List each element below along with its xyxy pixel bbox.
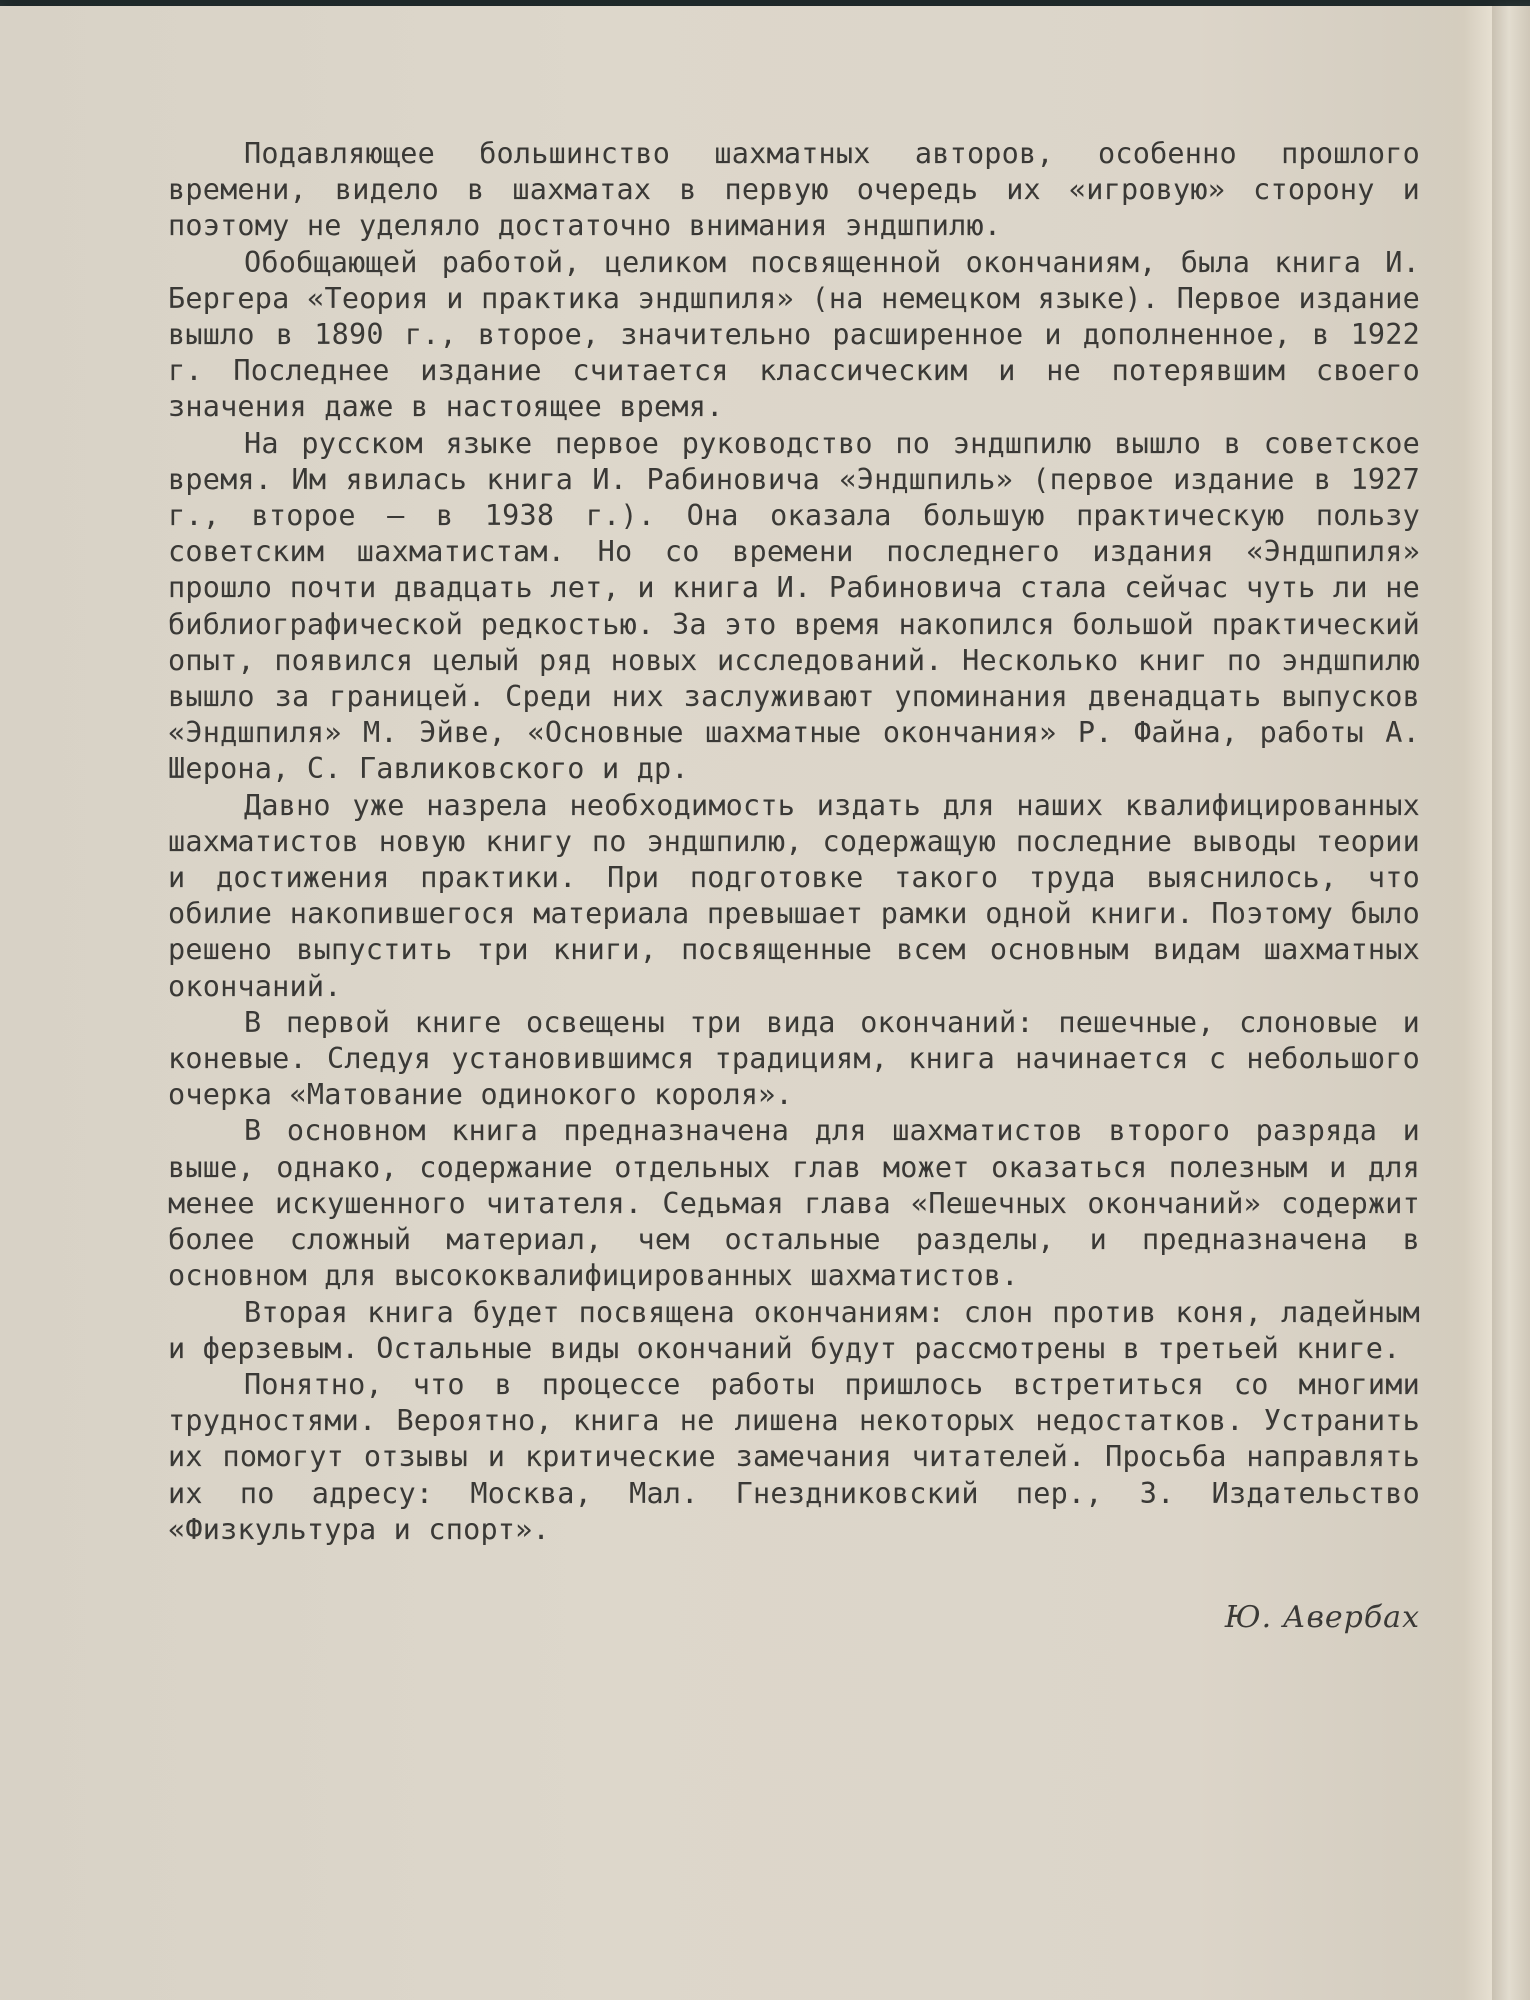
paragraph-7: Вторая книга будет посвящена окончаниям: слон против коня, ладейным и ферзевым. Остальные виды окончаний будут рассмотрены в третьей книге. — [168, 1295, 1420, 1365]
paragraph-8: Понятно, что в процессе работы пришлось встретиться со многими трудностями. Вероятно, книга не лишена некоторых недостатков. Устранить их помогут отзывы и критические замечания читателей. Просьба направлять их по адресу: Москва, Мал. Гнездниковский пер., 3. Издательство «Физкультура и спорт». — [168, 1367, 1420, 1546]
paragraph-1: Подавляющее большинство шахматных авторов, особенно прошлого времени, видело в шахматах в первую очередь их «игровую» сторону и поэтому не уделяло достаточно внимания эндшпилю. — [168, 137, 1420, 243]
paragraph-5: В первой книге освещены три вида окончаний: пешечные, слоновые и коневые. Следуя установившимся традициям, книга начинается с небольшого очерка «Матование одинокого короля». — [168, 1005, 1420, 1112]
preface-text — [168, 136, 1420, 1548]
paragraph-6: В основном книга предназначена для шахматистов второго разряда и выше, однако, содержание отдельных глав может оказаться полезным и для менее искушенного читателя. Седьмая глава «Пешечных окончаний» содержит более сложный материал, чем остальные разделы, и предназначена в основном для высококвалифицированных шахматистов. — [168, 1114, 1420, 1293]
paragraph-4: Давно уже назрела необходимость издать для наших квалифицированных шахматистов новую книгу по эндшпилю, содержащую последние выводы теории и достижения практики. При подготовке такого труда выяснилось, что обилие накопившегося материала превышает рамки одной книги. Поэтому было решено выпустить три книги, посвященные всем основным видам шахматных окончаний. — [168, 788, 1420, 1003]
paragraph-2: Обобщающей работой, целиком посвященной окончаниям, была книга И. Бергера «Теория и практика эндшпиля» (на немецком языке). Первое издание вышло в 1890 г., второе, значительно расширенное и дополненное, в 1922 г. Последнее издание считается классическим и не потерявшим своего значения даже в настоящее время. — [168, 245, 1420, 424]
page-shading — [1422, 6, 1492, 2000]
page-stack-edge — [1492, 6, 1530, 2000]
author-signature: Ю. Авербах — [1224, 1600, 1420, 1635]
paragraph-3: На русском языке первое руководство по эндшпилю вышло в советское время. Им явилась книга И. Рабиновича «Эндшпиль» (первое издание в 1927 г., второе — в 1938 г.). Она оказала большую практическую пользу советским шахматистам. Но со времени последнего издания «Эндшпиля» прошло почти двадцать лет, и книга И. Рабиновича стала сейчас чуть ли не библиографической редкостью. За это время накопился большой практический опыт, появился целый ряд новых исследований. Несколько книг по эндшпилю вышло за границей. Среди них заслуживают упоминания двенадцать выпусков «Эндшпиля» М. Эйве, «Основные шахматные окончания» Р. Файна, работы А. Шерона, С. Гавликовского и др. — [168, 426, 1420, 786]
